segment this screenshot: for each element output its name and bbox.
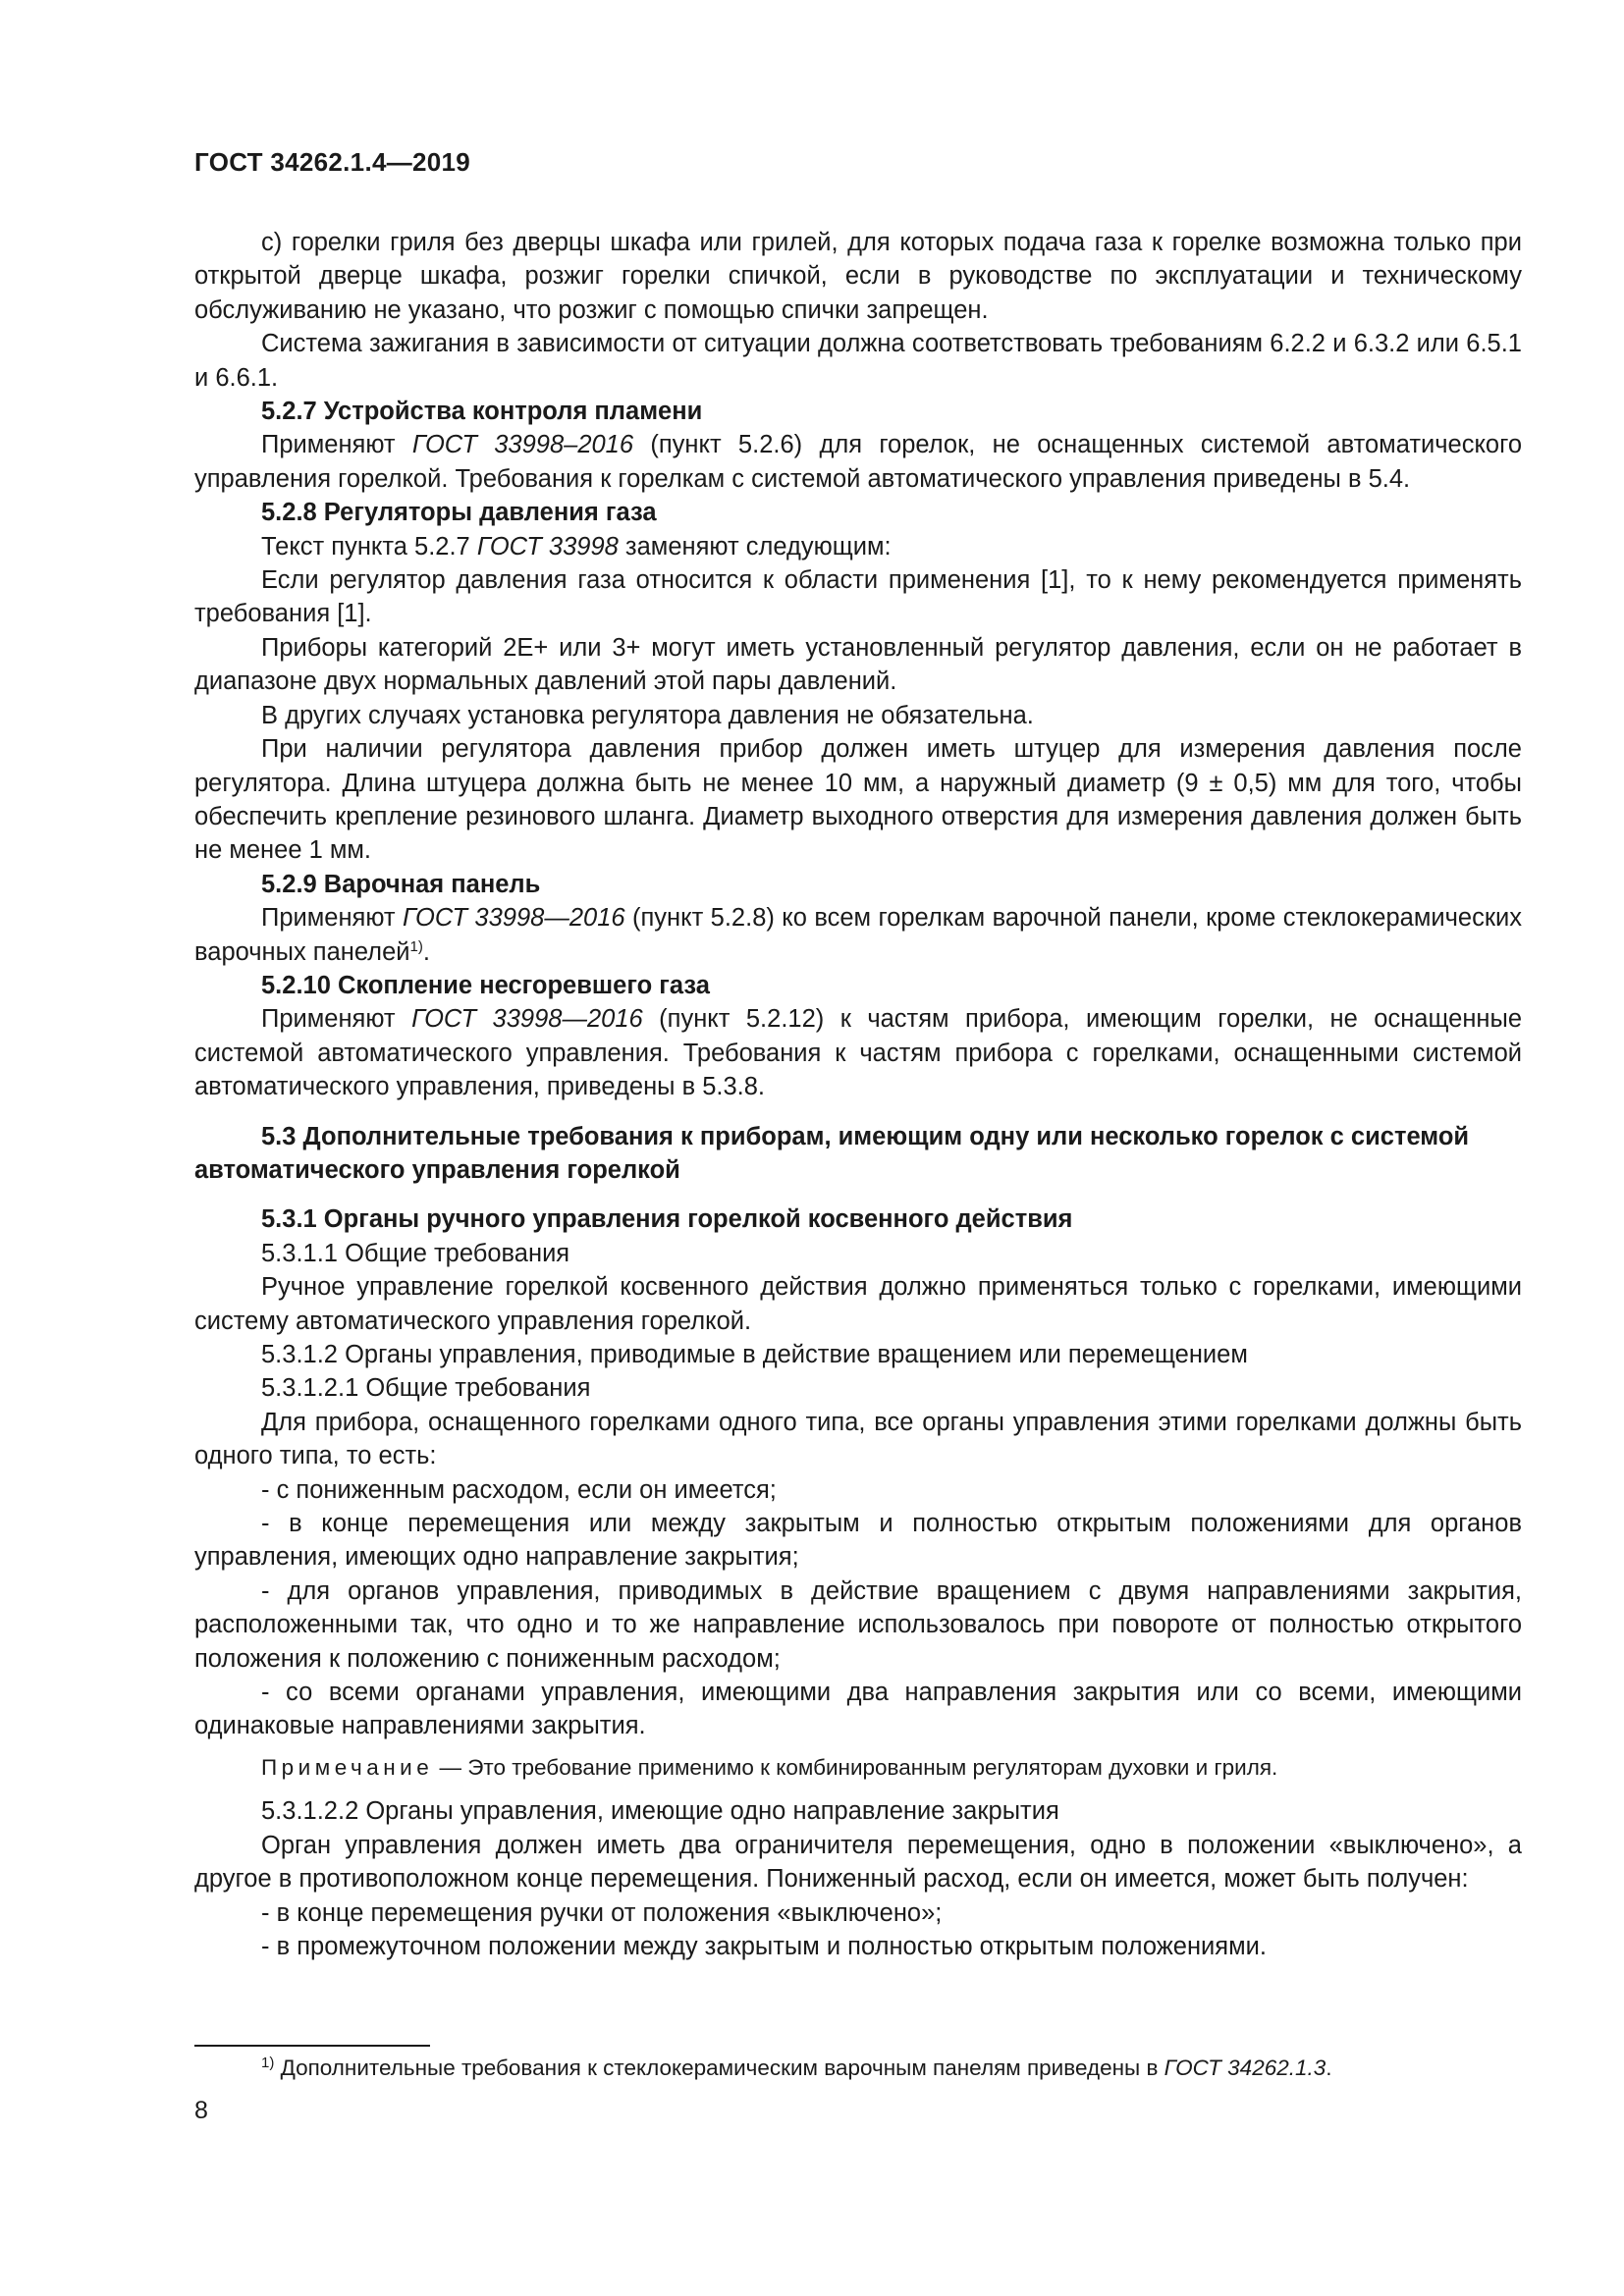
- paragraph: Орган управления должен иметь два ограничителя перемещения, одно в положении «выключено», а другое в противоположном конце перемещения. Пониженный расход, если он имеется, может быть получен:: [194, 1831, 1522, 1894]
- standard-reference: ГОСТ 33998: [476, 532, 619, 561]
- document-body: [194, 226, 1522, 1963]
- footnote-marker: 1): [409, 937, 423, 955]
- standard-reference: ГОСТ 33998—2016: [403, 904, 625, 933]
- paragraph: Применяют ГОСТ 33998—2016 (пункт 5.2.12) к частям прибора, имеющим горелки, не оснащенные системой автоматического управления. Требования к частям прибора с горелками, оснащенными системой автоматического управления, приведены в 5.3.8.: [194, 1005, 1523, 1101]
- footnote-separator: [194, 2045, 430, 2047]
- paragraph: 5.3.1.2.1 Общие требования: [261, 1374, 591, 1403]
- document-header: ГОСТ 34262.1.4—2019: [194, 147, 471, 177]
- paragraph: 5.3.1.2 Органы управления, приводимые в действие вращением или перемещением: [261, 1341, 1248, 1368]
- paragraph: В других случаях установка регулятора давления не обязательна.: [261, 701, 1034, 729]
- standard-reference: ГОСТ 34262.1.3: [1164, 2056, 1326, 2080]
- paragraph: 5.3.1.2.2 Органы управления, имеющие одно направление закрытия: [261, 1797, 1059, 1826]
- footnote: $^{1)}$ Дополнительные требования к стеклокерамическим варочным панелям приведены в ГОСТ 34262.1.3.: [261, 2055, 1332, 2080]
- paragraph: 5.3.1.1 Общие требования: [261, 1239, 570, 1267]
- section-heading-5-3: 5.3 Дополнительные требования к приборам, имеющим одну или несколько горелок с системой автоматического управления горелкой: [194, 1122, 1470, 1184]
- section-heading-5-2-7: 5.2.7 Устройства контроля пламени: [261, 398, 703, 426]
- paragraph: Если регулятор давления газа относится к области применения [1], то к нему рекомендуется применять требования [1].: [194, 566, 1522, 628]
- paragraph: Приборы категорий 2Е+ или 3+ могут иметь установленный регулятор давления, если он не работает в диапазоне двух нормальных давлений этой пары давлений.: [194, 633, 1522, 696]
- paragraph: Для прибора, оснащенного горелками одного типа, все органы управления этими горелками должны быть одного типа, то есть:: [194, 1408, 1522, 1470]
- list-item: - в промежуточном положении между закрытым и полностью открытым положениями.: [261, 1932, 1267, 1960]
- list-item: - в конце перемещения ручки от положения «выключено»;: [261, 1898, 943, 1927]
- paragraph: Ручное управление горелкой косвенного действия должно применяться только с горелками, имеющими систему автоматического управления горелкой.: [194, 1273, 1522, 1335]
- footnote-marker: 1): [261, 2055, 275, 2071]
- standard-reference: ГОСТ 33998–2016: [411, 431, 634, 459]
- note: Примечание — Это требование применимо к комбинированным регуляторам духовки и гриля.: [261, 1754, 1278, 1780]
- section-heading-5-2-8: 5.2.8 Регуляторы давления газа: [261, 499, 657, 527]
- section-heading-5-2-10: 5.2.10 Скопление несгоревшего газа: [261, 971, 710, 999]
- section-heading-5-3-1: 5.3.1 Органы ручного управления горелкой косвенного действия: [261, 1205, 1073, 1234]
- paragraph: Текст пункта 5.2.7 ГОСТ 33998 заменяют следующим:: [261, 532, 892, 561]
- list-item: - с пониженным расходом, если он имеется;: [261, 1475, 777, 1504]
- paragraph: При наличии регулятора давления прибор должен иметь штуцер для измерения давления после регулятора. Длина штуцера должна быть не менее 10 мм, а наружный диаметр (9 ± 0,5) мм для того, чтобы обеспечить крепление резинового шланга. Диаметр выходного отверстия для измерения давления должен быть не менее 1 мм.: [194, 735, 1522, 865]
- standard-reference: ГОСТ 33998—2016: [411, 1005, 643, 1034]
- paragraph: Система зажигания в зависимости от ситуации должна соответствовать требованиям 6.2.2 и 6.3.2 или 6.5.1 и 6.6.1.: [194, 330, 1522, 392]
- list-item: - для органов управления, приводимых в действие вращением с двумя направлениями закрытия, расположенными так, что одно и то же направление использовалось при повороте от полностью открытого положения к положению с пониженным расходом;: [194, 1576, 1522, 1673]
- page-number: 8: [194, 2097, 208, 2124]
- paragraph: Применяют ГОСТ 33998–2016 (пункт 5.2.6) для горелок, не оснащенных системой автоматического управления горелкой. Требования к горелкам с системой автоматического управления приведены в 5.4.: [194, 431, 1523, 493]
- section-heading-5-2-9: 5.2.9 Варочная панель: [261, 870, 541, 898]
- paragraph: с) горелки гриля без дверцы шкафа или грилей, для которых подача газа к горелке возможна только при открытой дверце шкафа, розжиг горелки спичкой, если в руководстве по эксплуатации и техническому обслуживанию не указано, что розжиг с помощью спички запрещен.: [194, 229, 1522, 324]
- list-item: - со всеми органами управления, имеющими два направления закрытия или со всеми, имеющими одинаковые направлениями закрытия.: [194, 1679, 1522, 1740]
- paragraph: Применяют ГОСТ 33998—2016 (пункт 5.2.8) ко всем горелкам варочной панели, кроме стеклокерамических варочных панелей$^{1)}$.: [194, 904, 1522, 966]
- note-label: Примечание: [261, 1754, 434, 1780]
- list-item: - в конце перемещения или между закрытым и полностью открытым положениями для органов управления, имеющих одно направление закрытия;: [194, 1510, 1522, 1572]
